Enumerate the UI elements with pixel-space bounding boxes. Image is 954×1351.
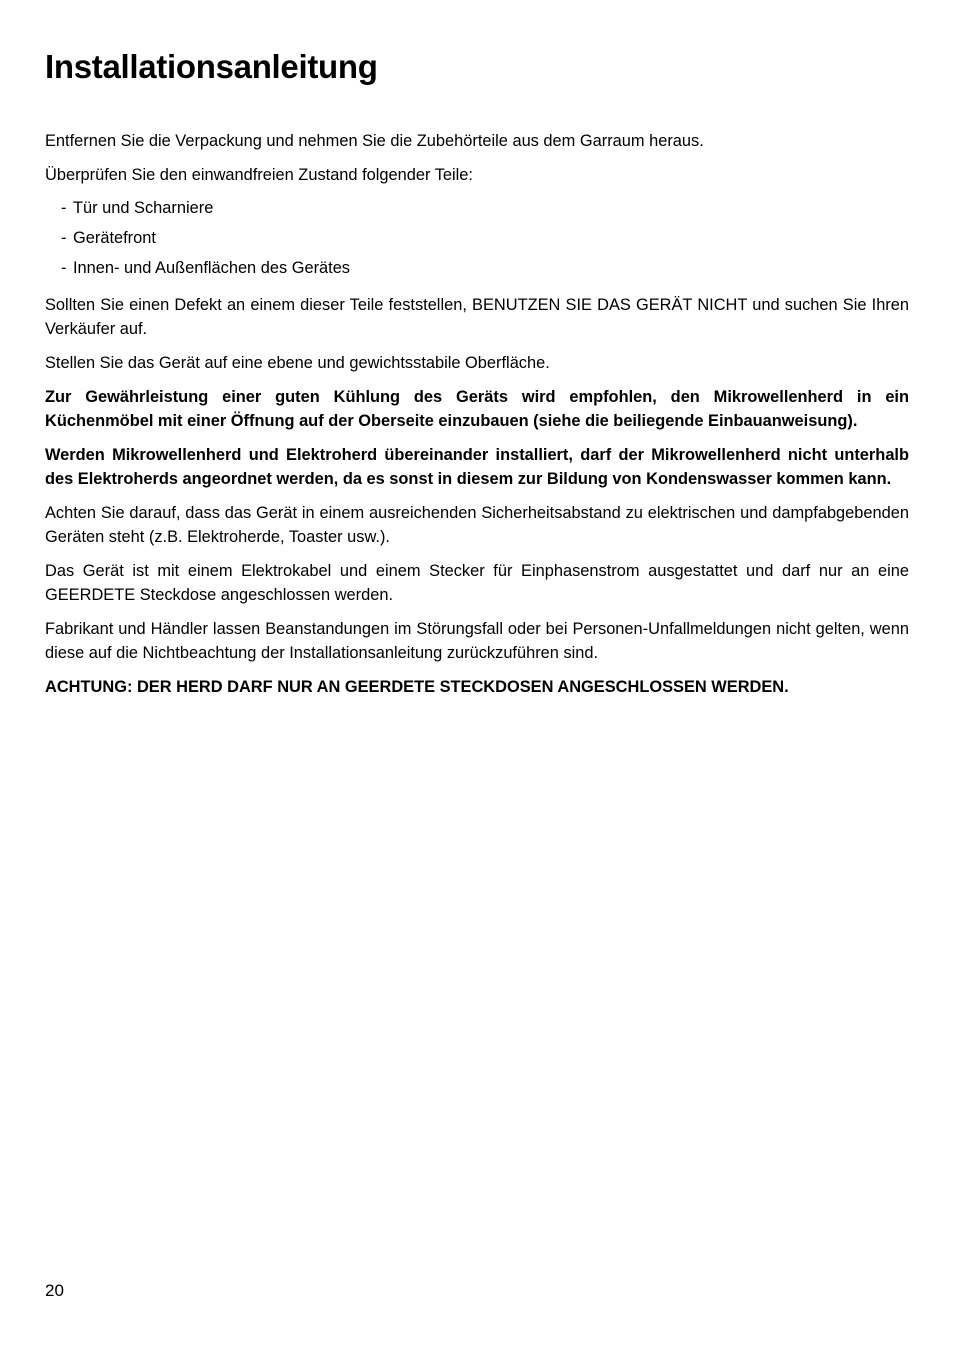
list-item: - Gerätefront xyxy=(61,223,909,253)
paragraph-safety-distance: Achten Sie darauf, dass das Gerät in einem ausreichenden Sicherheitsabstand zu elektrischen und dampfabgebenden Geräten steht (z.B. Elektroherde, Toaster usw.). xyxy=(45,504,909,546)
paragraph-cooling-note: Zur Gewährleistung einer guten Kühlung des Geräts wird empfohlen, den Mikrowellenherd in ein Küchenmöbel mit einer Öffnung auf der Oberseite einzubauen (siehe die beiliegende Einbauanweisung). xyxy=(45,388,909,430)
paragraph-unpack: Entfernen Sie die Verpackung und nehmen Sie die Zubehörteile aus dem Garraum heraus. xyxy=(45,132,704,150)
paragraph-liability: Fabrikant und Händler lassen Beanstandungen im Störungsfall oder bei Personen-Unfallmeldungen nicht gelten, wenn diese auf die Nichtbeachtung der Installationsanleitung zurückzuführen sind. xyxy=(45,620,909,662)
list-item: - Innen- und Außenflächen des Gerätes xyxy=(61,253,909,283)
checklist xyxy=(45,193,909,283)
paragraph-surface: Stellen Sie das Gerät auf eine ebene und gewichtsstabile Oberfläche. xyxy=(45,354,550,372)
paragraph-stacking-note: Werden Mikrowellenherd und Elektroherd übereinander installiert, darf der Mikrowellenherd nicht unterhalb des Elektroherds angeordnet werden, da es sonst in diesem zur Bildung von Kondenswasser kommen kann. xyxy=(45,446,909,488)
page-title: Installationsanleitung xyxy=(45,48,378,85)
list-item: - Tür und Scharniere xyxy=(61,193,909,223)
paragraph-power-plug: Das Gerät ist mit einem Elektrokabel und einem Stecker für Einphasenstrom ausgestattet und darf nur an eine GEERDETE Steckdose angeschlossen werden. xyxy=(45,562,909,604)
body-text xyxy=(45,129,909,709)
paragraph-defect-warning: Sollten Sie einen Defekt an einem dieser Teile feststellen, BENUTZEN SIE DAS GERÄT NICHT und suchen Sie Ihren Verkäufer auf. xyxy=(45,296,909,338)
paragraph-grounding-warning: ACHTUNG: DER HERD DARF NUR AN GEERDETE STECKDOSEN ANGESCHLOSSEN WERDEN. xyxy=(45,678,789,696)
paragraph-check-parts: Überprüfen Sie den einwandfreien Zustand folgender Teile: xyxy=(45,166,473,184)
page-number: 20 xyxy=(45,1281,64,1300)
